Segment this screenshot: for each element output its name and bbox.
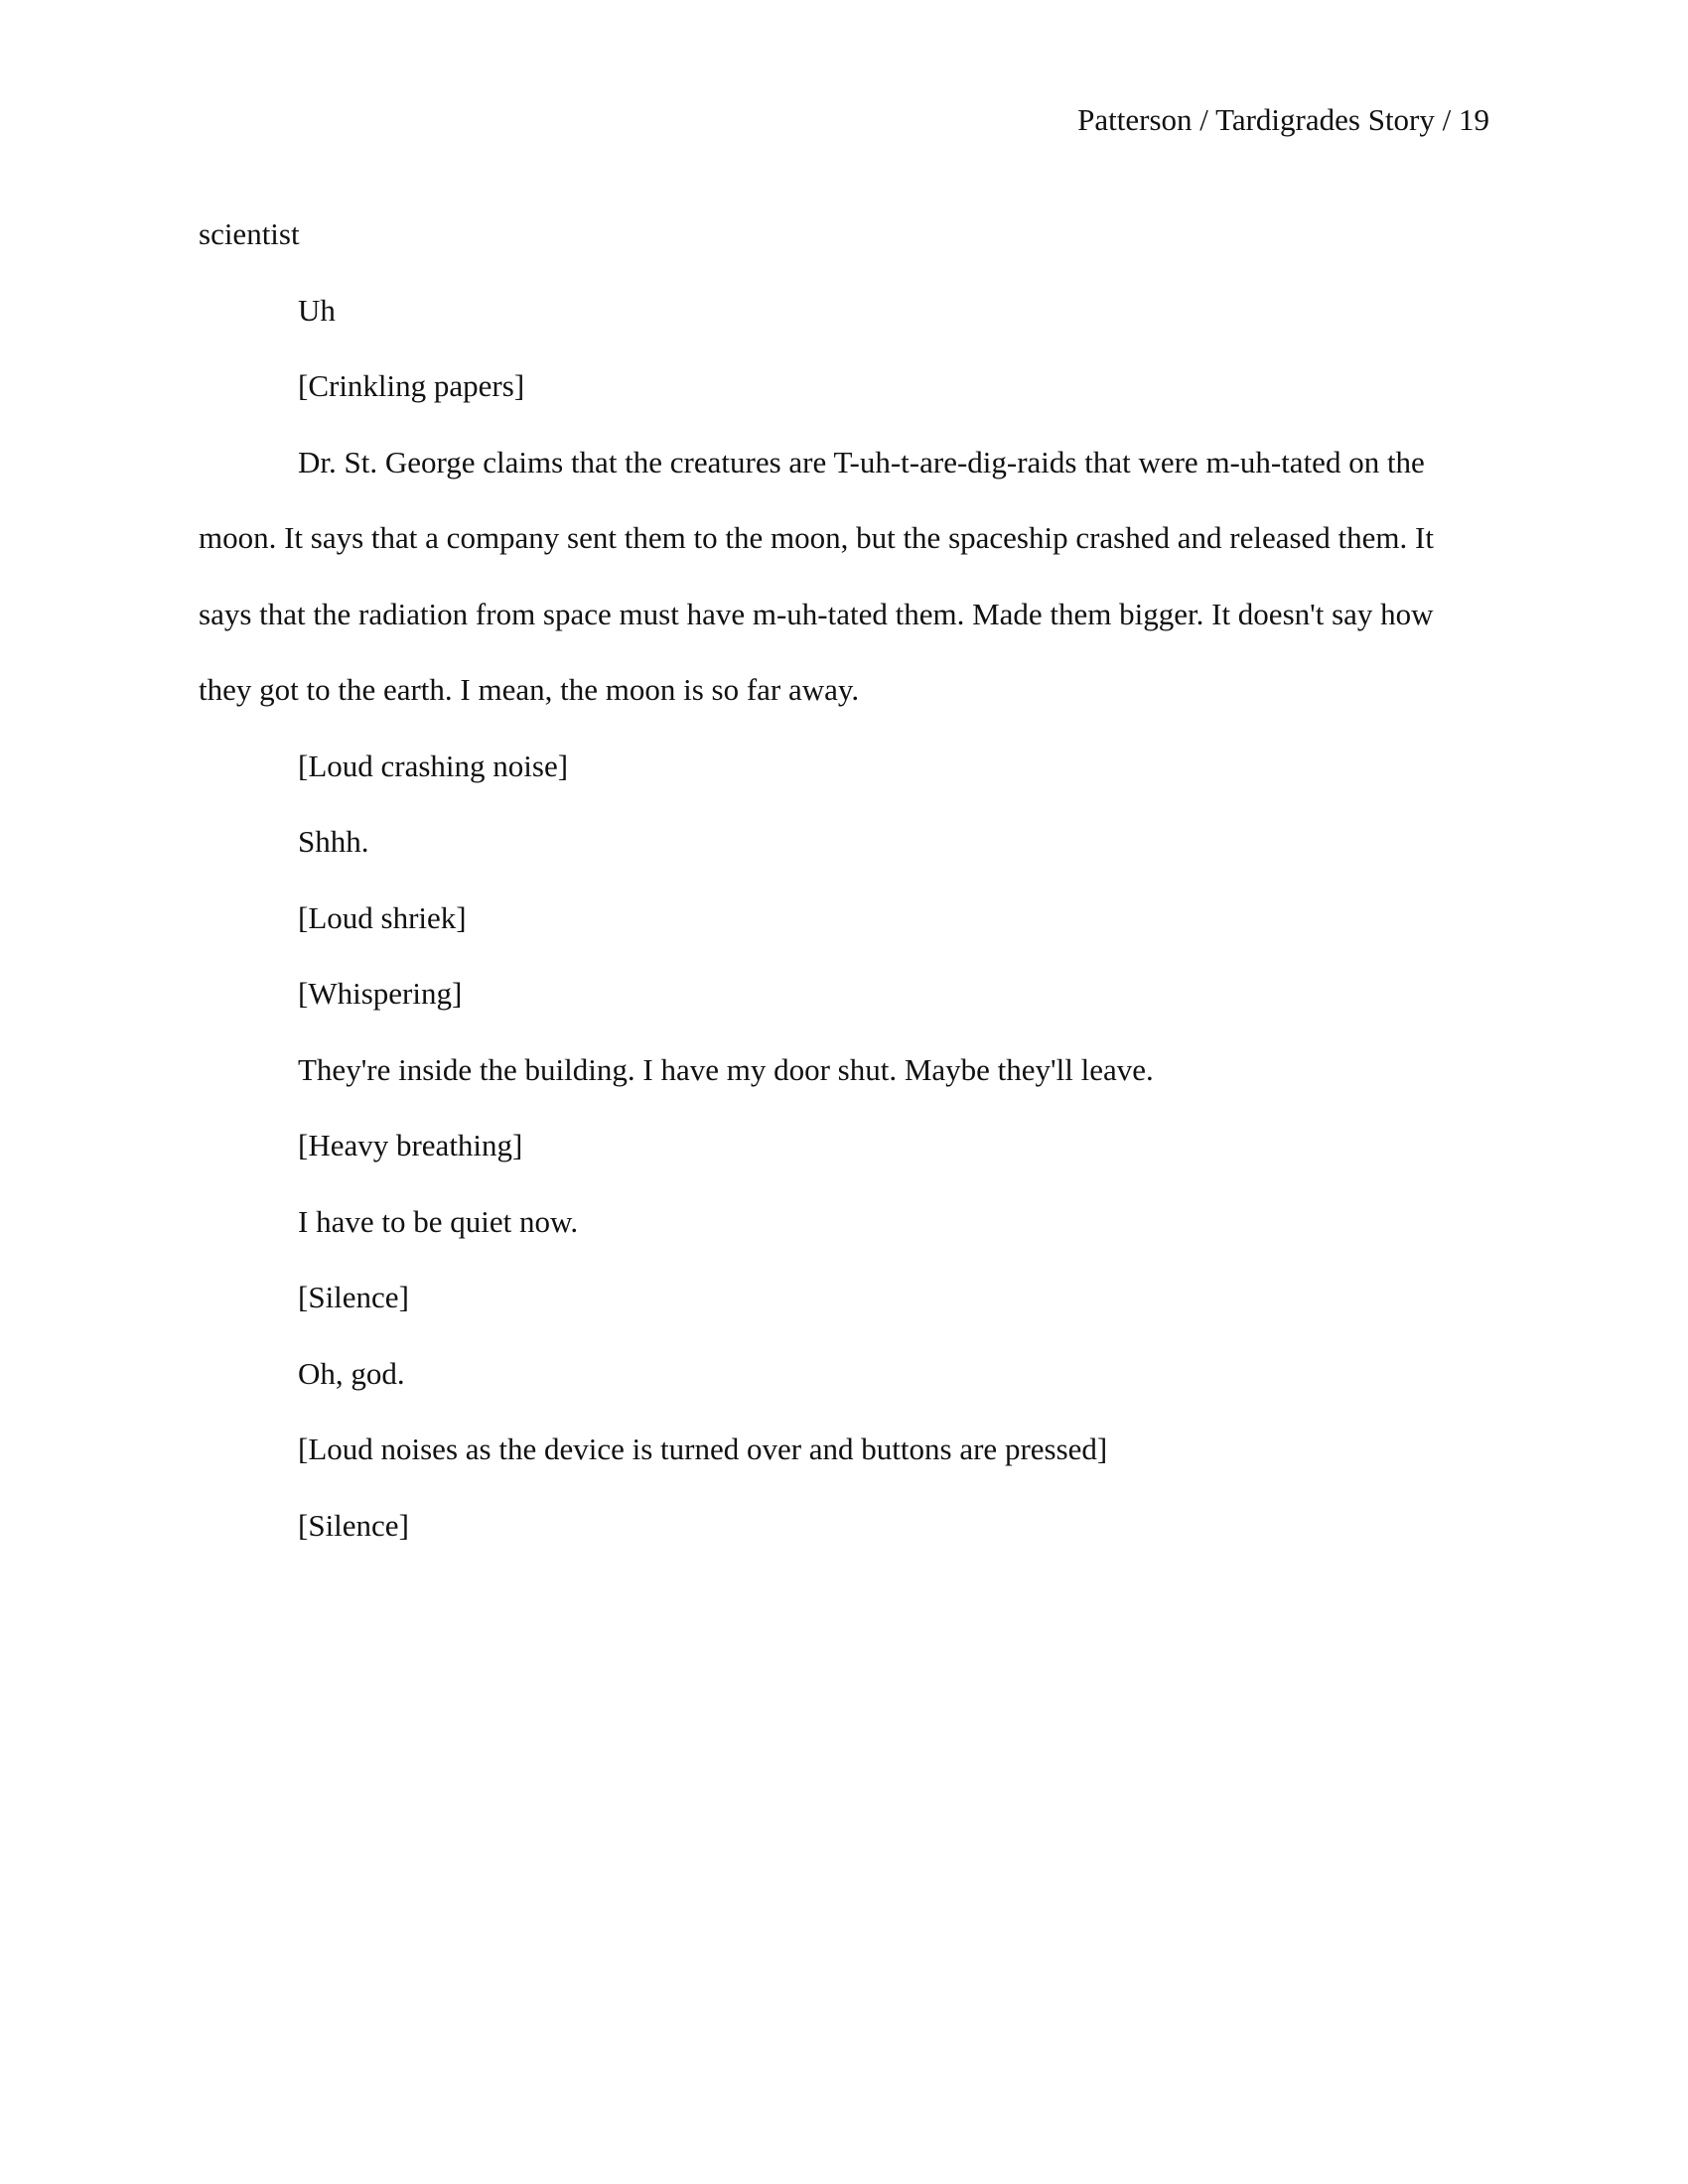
paragraph: Shhh.	[298, 824, 369, 859]
paragraph: Oh, god.	[298, 1355, 405, 1391]
paragraph: [Silence]	[298, 1280, 409, 1314]
paragraph: They're inside the building. I have my door shut. Maybe they'll leave.	[298, 1051, 1154, 1087]
paragraph: [Silence]	[298, 1507, 409, 1543]
paragraph: [Crinkling papers]	[298, 368, 525, 403]
paragraph: I have to be quiet now.	[298, 1203, 579, 1239]
paragraph: Uh	[298, 292, 336, 328]
paragraph: [Loud noises as the device is turned over and buttons are pressed]	[298, 1432, 1108, 1466]
body-text	[199, 197, 1489, 1564]
paragraph: Dr. St. George claims that the creatures are T-uh-t-are-dig-raids that were m-uh-tated on the moon. It says that a company sent them to the moon, but the spaceship crashed and released them. It says that the radiation from space must have m-uh-tated them. Made them bigger. It doesn't say how they got to the earth. I mean, the moon is so far away.	[199, 444, 1434, 707]
running-header: Patterson / Tardigrades Story / 19	[1077, 102, 1489, 137]
paragraph: [Loud shriek]	[298, 899, 467, 935]
paragraph: scientist	[199, 216, 300, 251]
paragraph: [Loud crashing noise]	[298, 748, 569, 783]
paragraph: [Whispering]	[298, 976, 463, 1011]
paragraph: [Heavy breathing]	[298, 1128, 523, 1162]
